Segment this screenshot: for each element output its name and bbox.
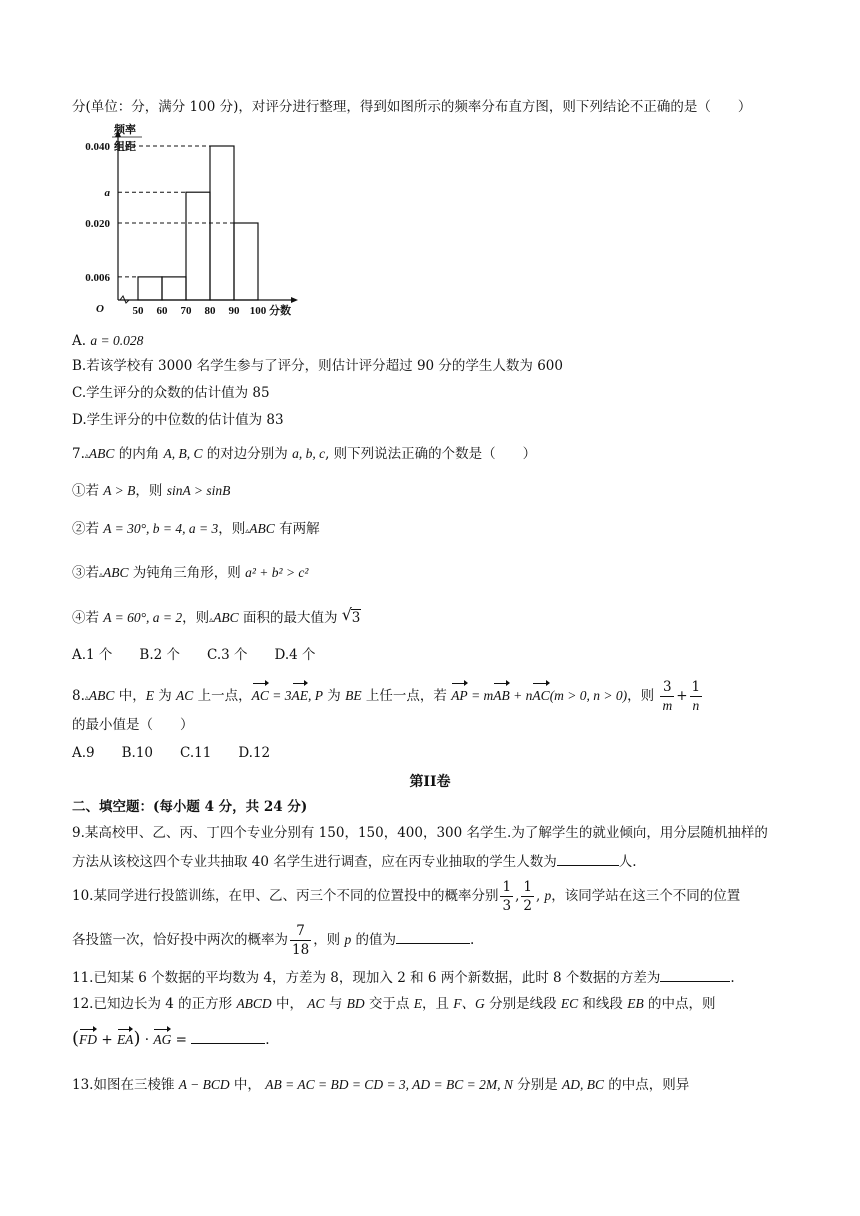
- q12-line-2: (FD + EA) · AG = .: [72, 1028, 270, 1049]
- q7-statement-3: ③若▵ABC 为钝角三角形，则 a² + b² > c²: [72, 565, 309, 581]
- q13-line-1: 13.如图在三棱锥 A − BCD 中， AB = AC = BD = CD = 3, AD = BC = 2M, N 分别是 AD, BC 的中点，则异: [72, 1077, 690, 1093]
- q8-stem: 8.▵ABC 中，E 为 AC 上一点，AC = 3AE, P 为 BE 上任一点，若 AP = mAB + nAC(m > 0, n > 0)，则 $\frac{3}{m}$ + $\frac{1}{n}$: [72, 679, 701, 713]
- x-tick-label: 60: [156, 305, 168, 317]
- q10-line-2: 各投篮一次，恰好投中两次的概率为 $\frac{7}{18}$ ，则 p 的值为 .: [72, 923, 475, 958]
- y-tick-label: a: [104, 187, 110, 200]
- x-tick-label: 70: [180, 305, 192, 317]
- q6-stem: 分(单位：分，满分 100 分)，对评分进行整理，得到如图所示的频率分布直方图，则下列结论不正确的是（ ）: [72, 99, 752, 115]
- q7-stem: 7.▵ABC 的内角 A, B, C 的对边分别为 a, b, c, 则下列说法正确的个数是（ ）: [72, 446, 537, 462]
- volume-heading: 第II卷: [409, 774, 451, 790]
- x-axis-arrow: [291, 297, 298, 303]
- q6-option-c: C.学生评分的众数的估计值为 85: [72, 385, 270, 401]
- histogram-bar: [234, 223, 258, 300]
- q7-statement-4: ④若 A = 60°, a = 2，则▵ABC 面积的最大值为 √ 3: [72, 605, 361, 626]
- y-tick-label: 0.040: [85, 141, 110, 153]
- x-tick-label: 50: [132, 305, 144, 317]
- part-two-heading: 二、填空题：(每小题 4 分，共 24 分): [72, 799, 308, 815]
- x-tick-label: 80: [204, 305, 216, 317]
- q6-option-b: B.若该学校有 3000 名学生参与了评分，则估计评分超过 90 分的学生人数为 600: [72, 358, 563, 374]
- q8-line-2: 的最小值是（ ）: [72, 717, 194, 733]
- q6-option-a: A. a = 0.028: [72, 333, 144, 349]
- answer-blank[interactable]: [660, 967, 730, 982]
- q9-line-2: 方法从该校这四个专业共抽取 40 名学生进行调查，应在丙专业抽取的学生人数为 人.: [72, 851, 794, 872]
- answer-blank[interactable]: [191, 1029, 265, 1044]
- q10-line-1: 10.某同学进行投篮训练，在甲、乙、丙三个不同的位置投中的概率分别 $\frac{1}{3}$ , $\frac{1}{2}$ , p，该同学站在这三个不同的位置: [72, 879, 741, 914]
- q12-line-1: 12.已知边长为 4 的正方形 ABCD 中， AC 与 BD 交于点 E，且 F、G 分别是线段 EC 和线段 EB 的中点，则: [72, 996, 716, 1012]
- histogram-bar: [186, 192, 210, 300]
- y-axis-label-top: 频率: [114, 124, 136, 136]
- origin-label: O: [96, 303, 104, 315]
- fraction-1-over-2: $\frac{1}{2}$: [523, 879, 532, 914]
- q6-option-d: D.学生评分的中位数的估计值为 83: [72, 412, 284, 428]
- q7-options: A.1 个 B.2 个 C.3 个 D.4 个: [72, 647, 316, 663]
- histogram-bar: [162, 277, 186, 300]
- answer-blank[interactable]: [396, 929, 470, 944]
- q7-statement-2: ②若 A = 30°, b = 4, a = 3，则▵ABC 有两解: [72, 521, 320, 537]
- q9-line-1: 9.某高校甲、乙、丙、丁四个专业分别有 150，150，400，300 名学生.为了解学生的就业倾向，用分层随机抽样的: [72, 825, 768, 841]
- answer-blank[interactable]: [557, 851, 619, 866]
- q11: 11.已知某 6 个数据的平均数为 4，方差为 8，现加入 2 和 6 两个新数据，此时 8 个数据的方差为 .: [72, 967, 794, 988]
- x-tick-label: 90: [228, 305, 240, 317]
- x-tick-label: 100: [249, 305, 267, 317]
- y-axis-label-bottom: 组距: [114, 141, 136, 153]
- histogram-bar: [138, 277, 162, 300]
- fraction-7-over-18: $\frac{7}{18}$: [292, 923, 310, 958]
- fraction-1-over-n: $\frac{1}{n}$: [691, 679, 701, 713]
- sqrt-symbol: √ 3: [341, 605, 361, 626]
- frequency-histogram: [68, 122, 318, 322]
- q7-statement-1: ①若 A > B，则 sinA > sinB: [72, 483, 231, 499]
- fraction-3-over-m: $\frac{3}{m}$: [662, 679, 673, 713]
- y-tick-label: 0.020: [85, 218, 110, 230]
- x-axis-label: 分数: [269, 305, 291, 317]
- fraction-1-over-3: $\frac{1}{3}$: [502, 879, 512, 914]
- y-tick-label: 0.006: [85, 271, 110, 284]
- q8-options: A.9 B.10 C.11 D.12: [72, 745, 271, 761]
